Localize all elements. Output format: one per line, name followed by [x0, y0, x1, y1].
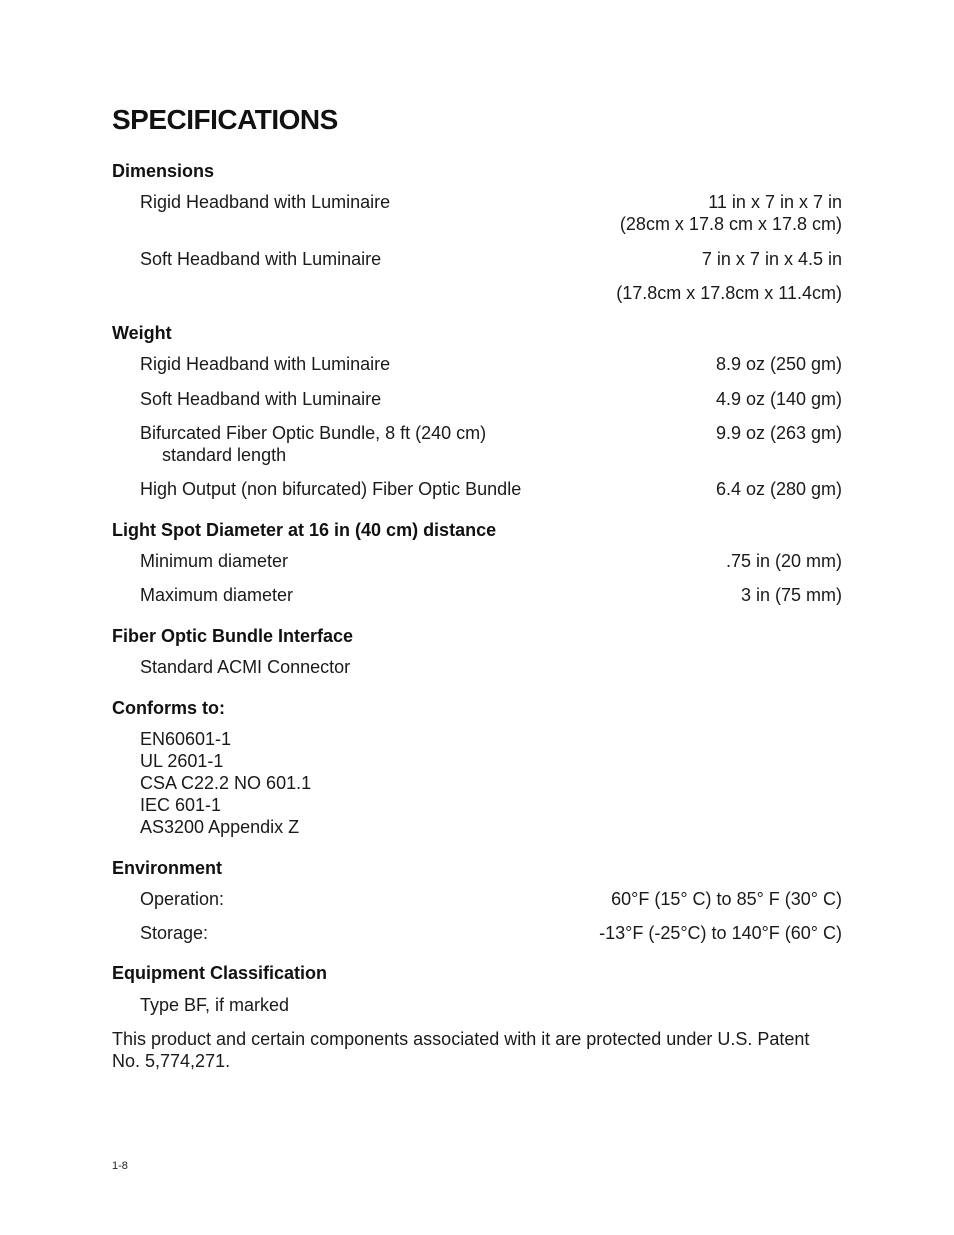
conforms-list	[112, 728, 842, 838]
spec-row-max-diameter	[112, 584, 842, 606]
spec-row-weight-soft	[112, 388, 842, 410]
spec-value	[620, 191, 842, 235]
spec-label-sub: standard length	[162, 445, 287, 465]
classification-section	[112, 962, 842, 1016]
spec-label: Rigid Headband with Luminaire	[140, 192, 391, 212]
spec-row-dimensions-soft-metric	[112, 282, 842, 304]
spec-label: Maximum diameter	[140, 585, 294, 605]
spec-label: Minimum diameter	[140, 551, 289, 571]
spec-label: Rigid Headband with Luminaire	[140, 354, 391, 374]
spec-row-weight-high-output	[112, 478, 842, 500]
spec-value: 8.9 oz (250 gm)	[715, 354, 842, 374]
spec-row-operation	[112, 888, 842, 910]
spec-row-storage	[112, 922, 842, 944]
spec-value: 7 in x 7 in x 4.5 in	[701, 249, 842, 269]
list-item: IEC 601-1	[140, 795, 222, 815]
page-number: 1-8	[112, 1160, 128, 1172]
section-heading-environment: Environment	[112, 858, 223, 878]
spec-row-dimensions-rigid	[112, 191, 842, 235]
light-spot-section	[112, 519, 842, 606]
spec-row-weight-rigid	[112, 353, 842, 375]
spec-value: -13°F (-25°C) to 140°F (60° C)	[599, 923, 842, 943]
list-item: EN60601-1	[140, 729, 232, 749]
section-heading-conforms: Conforms to:	[112, 698, 225, 718]
spec-value: 9.9 oz (263 gm)	[715, 423, 842, 443]
spec-label: Operation:	[140, 889, 225, 909]
specifications-page	[112, 100, 842, 1072]
page-title: SPECIFICATIONS	[112, 104, 338, 135]
spec-value: 6.4 oz (280 gm)	[715, 479, 842, 499]
spec-row-weight-bifurcated	[112, 422, 842, 466]
spec-value: (17.8cm x 17.8cm x 11.4cm)	[616, 283, 842, 303]
conforms-section	[112, 697, 842, 838]
spec-label: High Output (non bifurcated) Fiber Optic Bundle	[140, 479, 522, 499]
dimensions-section	[112, 160, 842, 304]
spec-label-main: Bifurcated Fiber Optic Bundle, 8 ft (240 cm)	[140, 423, 487, 443]
section-heading-weight: Weight	[112, 323, 172, 343]
spec-label	[140, 422, 716, 466]
list-item: CSA C22.2 NO 601.1	[140, 773, 312, 793]
spec-value: 4.9 oz (140 gm)	[715, 389, 842, 409]
list-item: UL 2601-1	[140, 751, 224, 771]
spec-label: Soft Headband with Luminaire	[140, 249, 382, 269]
classification-item: Type BF, if marked	[140, 995, 290, 1015]
spec-row-min-diameter	[112, 550, 842, 572]
spec-label: Storage:	[140, 923, 209, 943]
spec-value: .75 in (20 mm)	[725, 551, 842, 571]
patent-notice: This product and certain components associated with it are protected under U.S. Patent No. 5,774,271.	[112, 1029, 810, 1071]
spec-value-line: 11 in x 7 in x 7 in	[708, 192, 842, 212]
spec-value: 60°F (15° C) to 85° F (30° C)	[611, 889, 842, 909]
spec-row-dimensions-soft	[112, 248, 842, 270]
environment-section	[112, 857, 842, 944]
section-heading-light-spot: Light Spot Diameter at 16 in (40 cm) distance	[112, 520, 497, 540]
interface-section	[112, 625, 842, 678]
weight-section	[112, 322, 842, 500]
interface-item: Standard ACMI Connector	[140, 657, 351, 677]
section-heading-interface: Fiber Optic Bundle Interface	[112, 626, 354, 646]
list-item: AS3200 Appendix Z	[140, 817, 300, 837]
spec-value: 3 in (75 mm)	[740, 585, 842, 605]
spec-label: Soft Headband with Luminaire	[140, 389, 382, 409]
section-heading-dimensions: Dimensions	[112, 161, 215, 181]
section-heading-classification: Equipment Classification	[112, 963, 328, 983]
spec-value-line: (28cm x 17.8 cm x 17.8 cm)	[619, 214, 842, 234]
